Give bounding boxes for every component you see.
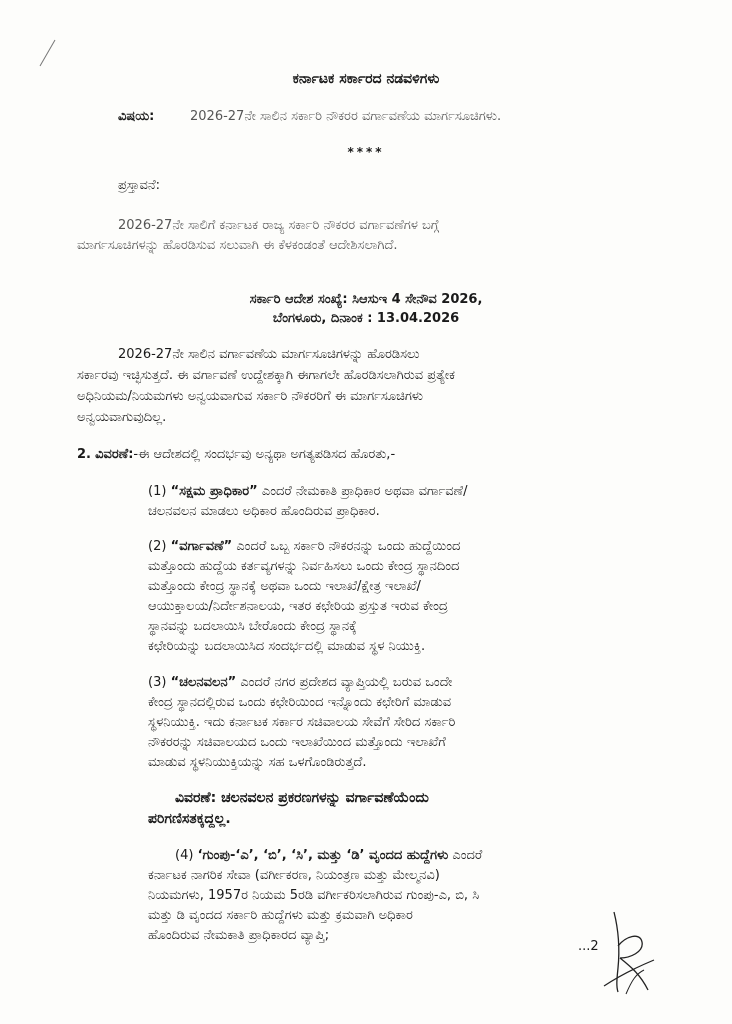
document-title: ಕರ್ನಾಟಕ ಸರ್ಕಾರದ ನಡವಳಿಗಳು <box>292 71 440 87</box>
definition-line: ಸ್ಥಾನವನ್ನು ಬದಲಾಯಿಸಿ ಬೇರೊಂದು ಕೇಂದ್ರ ಸ್ಥಾನಕ್ಕೆ <box>148 619 357 634</box>
preamble-heading: ಪ್ರಸ್ತಾವನೆ: <box>118 178 160 193</box>
subject-label: ವಿಷಯ: <box>118 109 155 124</box>
definition-term: “ವರ್ಗಾವಣೆ” <box>170 539 233 554</box>
page-marker: ...2 <box>578 939 599 954</box>
preamble-line2: ಮಾರ್ಗಸೂಚಿಗಳನ್ನು ಹೊರಡಿಸುವ ಸಲುವಾಗಿ ಈ ಕೆಳಕಂಡಂತೆ ಆದೇಶಿಸಲಾಗಿದೆ. <box>77 238 398 253</box>
definition-line: ಕರ್ನಾಟಕ ನಾಗರಿಕ ಸೇವಾ (ವರ್ಗೀಕರಣ, ನಿಯಂತ್ರಣ ಮತ್ತು ಮೇಲ್ಮನವಿ) <box>148 868 440 883</box>
separator: **** <box>347 145 385 159</box>
definition-line: ಮಾಡುವ ಸ್ಥಳನಿಯುಕ್ತಿಯನ್ನು ಸಹ ಒಳಗೊಂಡಿರುತ್ತದೆ. <box>148 755 367 770</box>
definition-term: ‘ಗುಂಪು-‘ಎ’, ‘ಬಿ’, ‘ಸಿ’, ಮತ್ತು ‘ಡಿ’ ವೃಂದದ ಹುದ್ದೆಗಳು <box>197 848 449 863</box>
definition-term: “ಸಕ್ಷಮ ಪ್ರಾಧಿಕಾರ” <box>170 484 258 499</box>
definition-3-first-line <box>148 673 452 692</box>
definition-text: ಎಂದರೆ <box>452 848 483 863</box>
definition-text: ಎಂದರೆ ನೇಮಕಾತಿ ಪ್ರಾಧಿಕಾರ ಅಥವಾ ವರ್ಗಾವಣೆ/ <box>261 484 468 499</box>
section2-text: -ಈ ಆದೇಶದಲ್ಲಿ ಸಂದರ್ಭವು ಅನ್ಯಥಾ ಅಗತ್ಯಪಡಿಸದ ಹೊರತು,- <box>133 447 396 462</box>
definition-1-first-line <box>148 482 467 501</box>
definition-line: ನಿಯಮಗಳು, 1957ರ ನಿಯಮ 5ರಡಿ ವರ್ಗೀಕರಿಸಲಾಗಿರುವ ಗುಂಪು-ಎ, ಬಿ, ಸಿ <box>148 888 480 903</box>
definition-line: ಮತ್ತು ಡಿ ವೃಂದದ ಸರ್ಕಾರಿ ಹುದ್ದೆಗಳು ಮತ್ತು ಕ್ರಮವಾಗಿ ಅಧಿಕಾರ <box>148 908 413 923</box>
intro-line3: ಅಧಿನಿಯಮ/ನಿಯಮಗಳು ಅನ್ವಯವಾಗುವ ಸರ್ಕಾರಿ ನೌಕರರಿಗೆ ಈ ಮಾರ್ಗಸೂಚಿಗಳು <box>77 389 424 404</box>
definition-line: ಹೊಂದಿರುವ ನೇಮಕಾತಿ ಪ್ರಾಧಿಕಾರದ ವ್ಯಾಪ್ತಿ; <box>148 928 330 943</box>
intro-line2: ಸರ್ಕಾರವು ಇಚ್ಛಿಸುತ್ತದೆ. ಈ ವರ್ಗಾವಣೆ ಉದ್ದೇಶಕ್ಕಾಗಿ ಈಗಾಗಲೇ ಹೊರಡಿಸಲಾಗಿರುವ ಪ್ರತ್ಯೇಕ <box>77 368 455 383</box>
definition-number: (2) <box>148 539 167 554</box>
explanation-line1: ವಿವರಣೆ: ಚಲನವಲನ ಪ್ರಕರಣಗಳನ್ನು ವರ್ಗಾವಣೆಯೆಂದು <box>175 790 429 806</box>
definition-line: ಕೇಂದ್ರ ಸ್ಥಾನದಲ್ಲಿರುವ ಒಂದು ಕಛೇರಿಯಿಂದ ಇನ್ನೊಂದು ಕಛೇರಿಗೆ ಮಾಡುವ <box>148 695 452 710</box>
definition-4-first-line <box>175 846 482 865</box>
pen-mark <box>38 38 58 68</box>
section2-number: 2. <box>77 447 91 462</box>
definition-number: (3) <box>148 675 167 690</box>
section2-heading: ವಿವರಣೆ: <box>95 447 134 462</box>
intro-line1: 2026-27ನೇ ಸಾಲಿನ ವರ್ಗಾವಣೆಯ ಮಾರ್ಗಸೂಚಿಗಳನ್ನು ಹೊರಡಿಸಲು <box>118 347 420 362</box>
intro-line4: ಅನ್ವಯವಾಗುವುದಿಲ್ಲ. <box>77 410 167 425</box>
definition-2-first-line <box>148 537 460 556</box>
definition-line: ಚಲನವಲನ ಮಾಡಲು ಅಧಿಕಾರ ಹೊಂದಿರುವ ಪ್ರಾಧಿಕಾರ. <box>148 504 380 519</box>
definition-line: ಕಛೇರಿಯನ್ನು ಬದಲಾಯಿಸಿದ ಸಂದರ್ಭದಲ್ಲಿ ಮಾಡುವ ಸ್ಥಳ ನಿಯುಕ್ತಿ. <box>148 639 426 654</box>
definition-number: (1) <box>148 484 167 499</box>
definition-text: ಎಂದರೆ ಒಬ್ಬ ಸರ್ಕಾರಿ ನೌಕರನನ್ನು ಒಂದು ಹುದ್ದೆಯಿಂದ <box>236 539 461 554</box>
section2-line <box>77 445 395 464</box>
signature <box>596 908 666 998</box>
definition-line: ಆಯುಕ್ತಾಲಯ/ನಿರ್ದೇಶನಾಲಯ, ಇತರ ಕಛೇರಿಯ ಪ್ರಸ್ತುತ ಇರುವ ಕೇಂದ್ರ <box>148 599 448 614</box>
preamble-line1: 2026-27ನೇ ಸಾಲಿಗೆ ಕರ್ನಾಟಕ ರಾಜ್ಯ ಸರ್ಕಾರಿ ನೌಕರರ ವರ್ಗಾವಣೆಗಳ ಬಗ್ಗೆ <box>118 218 440 233</box>
definition-term: “ಚಲನವಲನ” <box>170 675 237 690</box>
definition-number: (4) <box>175 848 194 863</box>
definition-line: ಸ್ಥಳನಿಯುಕ್ತಿ. ಇದು ಕರ್ನಾಟಕ ಸರ್ಕಾರ ಸಚಿವಾಲಯ ಸೇವೆಗೆ ಸೇರಿದ ಸರ್ಕಾರಿ <box>148 715 456 730</box>
definition-line: ನೌಕರರನ್ನು ಸಚಿವಾಲಯದ ಒಂದು ಇಲಾಖೆಯಿಂದ ಮತ್ತೊಂದು ಇಲಾಖೆಗೆ <box>148 735 446 750</box>
order-number: ಸರ್ಕಾರಿ ಆದೇಶ ಸಂಖ್ಯೆ: ಸಿಆಸುಇ 4 ಸೇನೌವ 2026, <box>249 292 483 307</box>
subject-text: 2026-27ನೇ ಸಾಲಿನ ಸರ್ಕಾರಿ ನೌಕರರ ವರ್ಗಾವಣೆಯ ಮಾರ್ಗಸೂಚಿಗಳು. <box>190 109 502 124</box>
definition-text: ಎಂದರೆ ನಗರ ಪ್ರದೇಶದ ವ್ಯಾಪ್ತಿಯಲ್ಲಿ ಬರುವ ಒಂದೇ <box>240 675 453 690</box>
definition-line: ಮತ್ತೊಂದು ಹುದ್ದೆಯ ಕರ್ತವ್ಯಗಳನ್ನು ನಿರ್ವಹಿಸಲು ಒಂದು ಕೇಂದ್ರ ಸ್ಥಾನದಿಂದ <box>148 559 460 574</box>
order-place-date: ಬೆಂಗಳೂರು, ದಿನಾಂಕ : 13.04.2026 <box>272 311 460 326</box>
explanation-line2: ಪರಿಗಣಿಸತಕ್ಕದ್ದಲ್ಲ. <box>148 811 231 827</box>
definition-line: ಮತ್ತೊಂದು ಕೇಂದ್ರ ಸ್ಥಾನಕ್ಕೆ ಅಥವಾ ಒಂದು ಇಲಾಖೆ/ಕ್ಷೇತ್ರ ಇಲಾಖೆ/ <box>148 579 421 594</box>
